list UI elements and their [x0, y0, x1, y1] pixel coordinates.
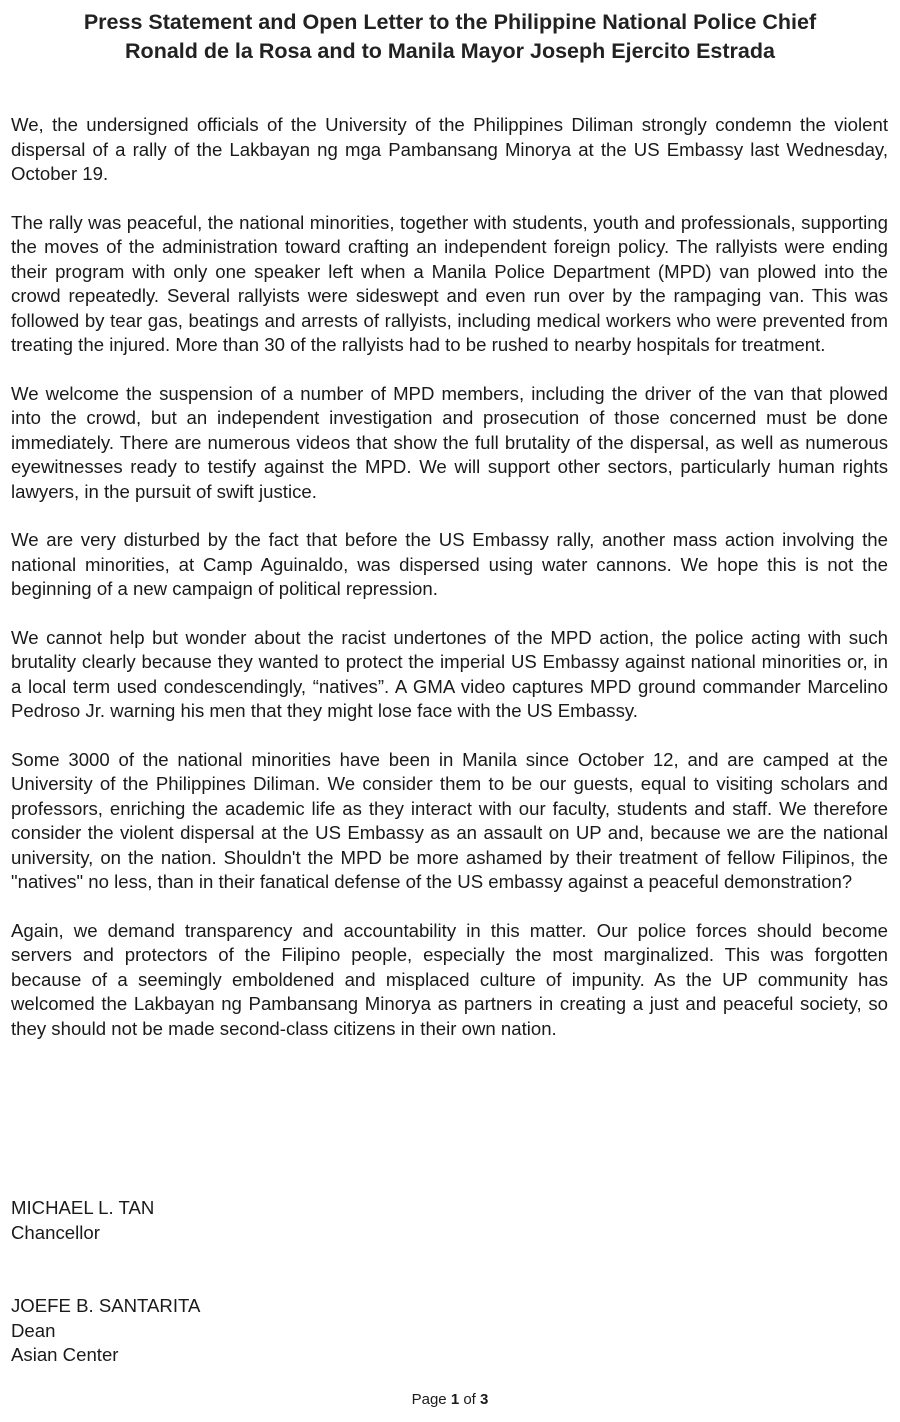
paragraph-guests: Some 3000 of the national minorities have been in Manila since October 12, and are camped at the University of the Philippines Diliman. We consider them to be our guests, equal to visiting scholars and professors, enriching the academic life as they interact with our faculty, students and staff. We therefore consider the violent dispersal at the US Embassy as an assault on UP and, because we are the national university, on the nation. Shouldn't the MPD be more ashamed by their treatment of fellow Filipinos, the "natives" no less, than in their fanatical defense of the US embassy against a peaceful demonstration?: [11, 748, 888, 892]
paragraph-condemnation: We, the undersigned officials of the University of the Philippines Diliman strongly condemn the violent dispersal of a rally of the Lakbayan ng mga Pambansang Minorya at the US Embassy last Wednesday, October 19.: [11, 114, 888, 184]
document-body: [11, 113, 888, 1065]
current-page-number: 1: [450, 1391, 460, 1408]
signatory-name: JOEFE B. SANTARITA: [11, 1295, 201, 1316]
signatory-unit: Asian Center: [11, 1344, 119, 1365]
title-line-2: Ronald de la Rosa and to Manila Mayor Joseph Ejercito Estrada: [125, 39, 775, 63]
signatory-name: MICHAEL L. TAN: [11, 1197, 155, 1218]
title-line-1: Press Statement and Open Letter to the Philippine National Police Chief: [83, 10, 817, 34]
signatory-block: [11, 1294, 511, 1368]
of-label: of: [463, 1391, 476, 1408]
signature-section: [11, 1196, 511, 1417]
page-number-footer: [0, 1390, 900, 1410]
paragraph-racist-undertones: We cannot help but wonder about the racist undertones of the MPD action, the police acting with such brutality clearly because they wanted to protect the imperial US Embassy against national minorities or, in a local term used condescendingly, “natives”. A GMA video captures MPD ground commander Marcelino Pedroso Jr. warning his men that they might lose face with the US Embassy.: [11, 626, 888, 721]
total-pages-number: 3: [480, 1391, 489, 1408]
signatory-block: [11, 1196, 511, 1245]
paragraph-demand: Again, we demand transparency and accountability in this matter. Our police forces should become servers and protectors of the Filipino people, especially the most marginalized. This was forgotten because of a seemingly emboldened and misplaced culture of impunity. As the UP community has welcomed the Lakbayan ng Pambansang Minorya as partners in creating a just and peaceful society, so they should not be made second-class citizens in their own nation.: [11, 919, 888, 1039]
signatory-position: Dean: [11, 1319, 56, 1341]
signatory-position: Chancellor: [11, 1221, 100, 1243]
page-label: Page: [411, 1391, 447, 1408]
paragraph-camp-aguinaldo: We are very disturbed by the fact that before the US Embassy rally, another mass action involving the national minorities, at Camp Aguinaldo, was dispersed using water cannons. We hope this is not the beginning of a new campaign of political repression.: [11, 529, 888, 599]
paragraph-rally-account: The rally was peaceful, the national minorities, together with students, youth and professionals, supporting the moves of the administration toward crafting an independent foreign policy. The rallyists were ending their program with only one speaker left when a Manila Police Department (MPD) van plowed into the crowd repeatedly. Several rallyists were sideswept and even run over by the rampaging van. This was followed by tear gas, beatings and arrests of rallyists, including medical workers who were prevented from treating the injured. More than 30 of the rallyists had to be rushed to nearby hospitals for treatment.: [11, 211, 888, 355]
paragraph-investigation: We welcome the suspension of a number of MPD members, including the driver of the van that plowed into the crowd, but an independent investigation and prosecution of those concerned must be done immediately. There are numerous videos that show the full brutality of the dispersal, as well as numerous eyewitnesses ready to testify against the MPD. We will support other sectors, particularly human rights lawyers, in the pursuit of swift justice.: [11, 382, 888, 502]
document-title: [0, 8, 900, 66]
